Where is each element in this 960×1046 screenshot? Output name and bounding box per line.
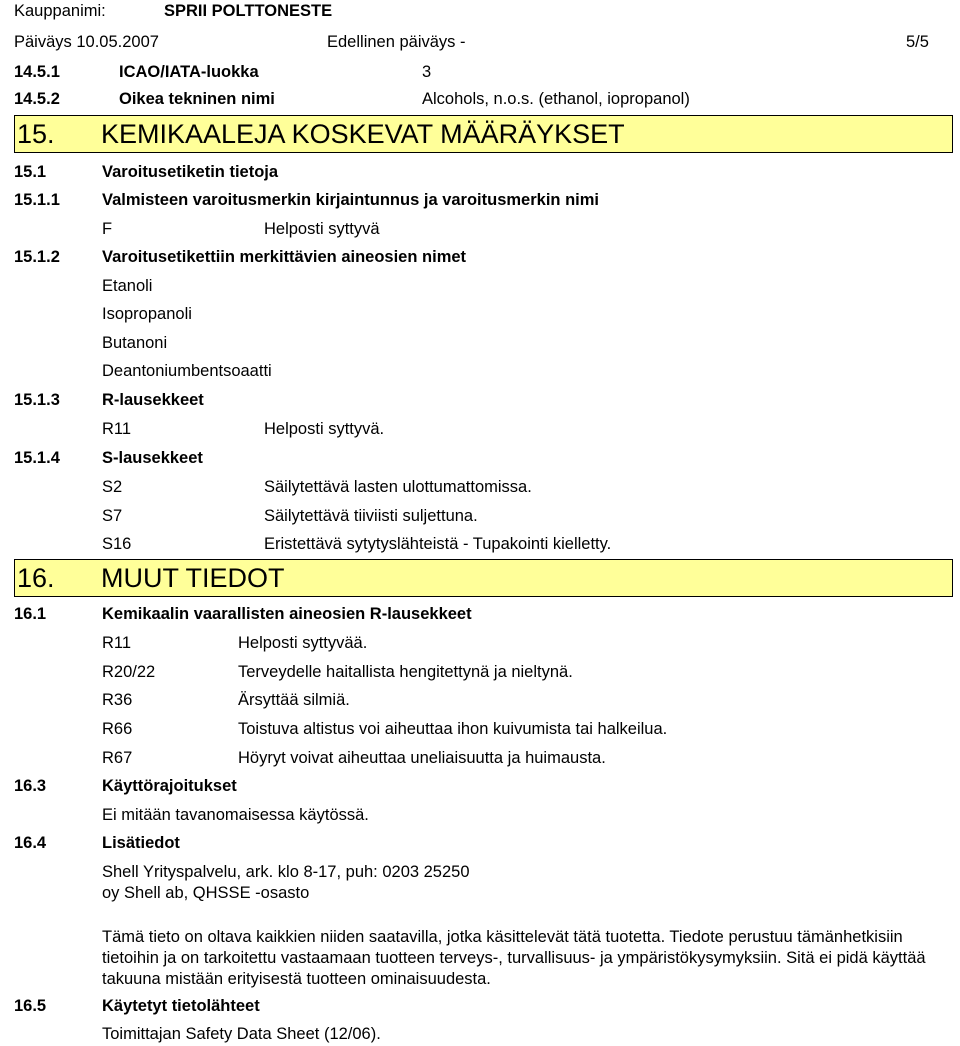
source-text: Toimittajan Safety Data Sheet (12/06). [102, 1025, 381, 1043]
page-number: 5/5 [906, 33, 929, 51]
subsection-title: Varoitusetikettiin merkittävien aineosien nimet [102, 248, 467, 266]
banner-number: 15. [17, 119, 55, 149]
ingredient-item: Etanoli [102, 277, 153, 295]
section-number: 14.5.1 [14, 63, 60, 81]
previous-date-label: Edellinen päiväys - [327, 33, 466, 51]
subsection-number: 16.5 [14, 997, 47, 1015]
trade-name-label: Kauppanimi: [14, 2, 106, 20]
phrase-code: S16 [102, 535, 132, 553]
phrase-text: Helposti syttyvä. [264, 420, 385, 438]
banner-title: KEMIKAALEJA KOSKEVAT MÄÄRÄYKSET [101, 119, 625, 149]
subsection-number: 15.1.3 [14, 391, 60, 409]
subsection-number: 15.1 [14, 163, 47, 181]
phrase-code: R66 [102, 720, 133, 738]
subsection-number: 16.3 [14, 777, 47, 795]
phrase-text: Ärsyttää silmiä. [238, 691, 350, 709]
phrase-text: Terveydelle haitallista hengitettynä ja nieltynä. [238, 663, 573, 681]
section-title: ICAO/IATA-luokka [119, 63, 259, 81]
date-label: Päiväys 10.05.2007 [14, 33, 159, 51]
phrase-code: R11 [102, 634, 132, 652]
phrase-text: Säilytettävä lasten ulottumattomissa. [264, 478, 532, 496]
hazard-symbol-name: Helposti syttyvä [264, 220, 380, 238]
subsection-number: 15.1.1 [14, 191, 60, 209]
phrase-text: Säilytettävä tiiviisti suljettuna. [264, 507, 478, 525]
ingredient-item: Isopropanoli [102, 305, 192, 323]
ingredient-item: Deantoniumbentsoaatti [102, 362, 272, 380]
phrase-text: Toistuva altistus voi aiheuttaa ihon kuivumista tai halkeilua. [238, 720, 668, 738]
restriction-text: Ei mitään tavanomaisessa käytössä. [102, 806, 369, 824]
section-title: Oikea tekninen nimi [119, 90, 275, 108]
subsection-title: Käytetyt tietolähteet [102, 997, 260, 1015]
subsection-title: Valmisteen varoitusmerkin kirjaintunnus ja varoitusmerkin nimi [102, 191, 599, 209]
contact-line: oy Shell ab, QHSSE -osasto [102, 884, 310, 902]
phrase-text: Helposti syttyvää. [238, 634, 368, 652]
phrase-code: R67 [102, 749, 133, 767]
hazard-symbol-code: F [102, 220, 113, 238]
subsection-title: S-lausekkeet [102, 449, 203, 467]
phrase-code: S7 [102, 507, 123, 525]
field-value: 3 [422, 63, 432, 81]
section-banner-16 [14, 559, 953, 597]
disclaimer-paragraph: Tämä tieto on oltava kaikkien niiden saatavilla, jotka käsittelevät tätä tuotetta. Tiedote perustuu tämänhetkisiin tietoihin ja on tarkoitettu vastaamaan tuotteen terveys-, turvallisuus- ja ympäristökysymyksiin. Sitä ei pidä käyttää takuuna mistään erityisestä tuotteen ominaisuudesta. [102, 928, 926, 988]
phrase-code: S2 [102, 478, 123, 496]
phrase-text: Eristettävä sytytyslähteistä - Tupakointi kielletty. [264, 535, 612, 553]
subsection-number: 16.1 [14, 605, 47, 623]
phrase-code: R36 [102, 691, 133, 709]
section-banner-15 [14, 115, 953, 153]
field-value: Alcohols, n.o.s. (ethanol, iopropanol) [422, 90, 690, 108]
contact-line: Shell Yrityspalvelu, ark. klo 8-17, puh: 0203 25250 [102, 863, 470, 881]
phrase-code: R11 [102, 420, 132, 438]
phrase-text: Höyryt voivat aiheuttaa uneliaisuutta ja huimausta. [238, 749, 606, 767]
ingredient-item: Butanoni [102, 334, 168, 352]
subsection-number: 15.1.4 [14, 449, 60, 467]
subsection-title: Varoitusetiketin tietoja [102, 163, 279, 181]
banner-number: 16. [17, 563, 55, 593]
subsection-title: Kemikaalin vaarallisten aineosien R-lausekkeet [102, 605, 472, 623]
subsection-title: Käyttörajoitukset [102, 777, 237, 795]
subsection-title: Lisätiedot [102, 834, 180, 852]
section-number: 14.5.2 [14, 90, 60, 108]
trade-name-value: SPRII POLTTONESTE [164, 2, 333, 20]
subsection-number: 15.1.2 [14, 248, 60, 266]
subsection-title: R-lausekkeet [102, 391, 204, 409]
phrase-code: R20/22 [102, 663, 156, 681]
subsection-number: 16.4 [14, 834, 47, 852]
banner-title: MUUT TIEDOT [101, 563, 285, 593]
